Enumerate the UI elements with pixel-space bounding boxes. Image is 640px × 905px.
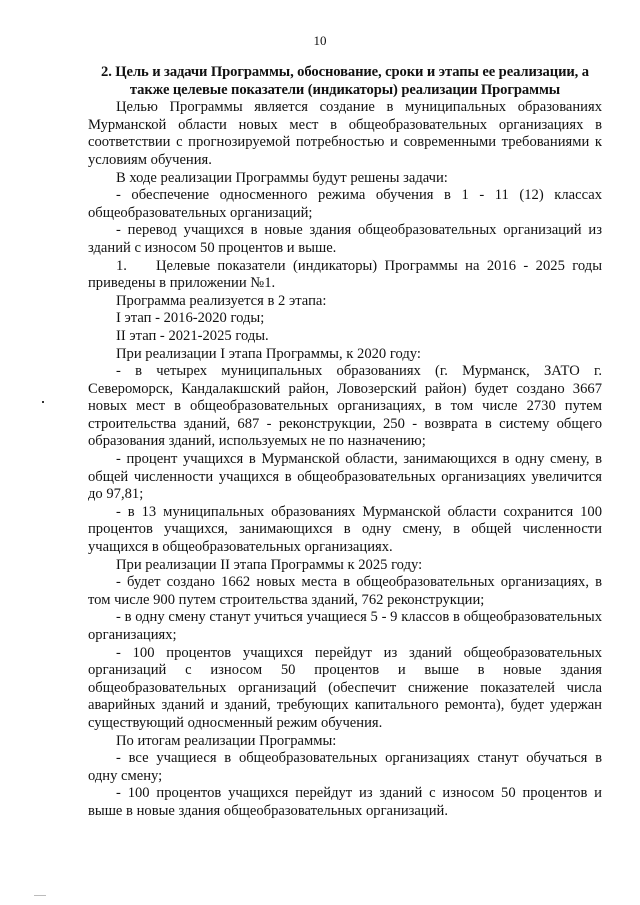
tasks-intro: В ходе реализации Программы будут решены задачи: [116, 169, 448, 186]
stage2-item: - 100 процентов учащихся перейдут из зданий общеобразовательных организаций с износом 50 процентов и выше в новые здания общеобразовательных организаций (обеспечит снижение показателей числа аварийных зданий и зданий, требующих капитального ремонта), будет удержан существующий односменный режим обучения. [88, 644, 602, 731]
list-number: 1. [116, 257, 127, 274]
results-intro: По итогам реализации Программы: [116, 732, 337, 749]
stage1-item: - в четырех муниципальных образованиях (г. Мурманск, ЗАТО г. Североморск, Кандалакшский район, Ловозерский район) будет создано 3667 новых мест в общеобразовательных организациях, в том числе 2730 путем строительства зданий, 687 - реконструкции, 250 - возврата в систему общего образования зданий, используемых не по назначению; [88, 363, 602, 450]
result-item: - 100 процентов учащихся перейдут из зданий с износом 50 процентов и выше в новые здания общеобразовательных организаций. [88, 785, 602, 819]
stage1-intro: При реализации I этапа Программы, к 2020 году: [116, 345, 421, 362]
section-heading: 2. Цель и задачи Программы, обоснование, сроки и этапы ее реализации, а также целевые показатели (индикаторы) реализации Программы [101, 64, 589, 98]
goal-paragraph: Целью Программы является создание в муниципальных образованиях Мурманской области новых мест в общеобразовательных организациях в соответствии с прогнозируемой потребностью и современными требованиями к условиям обучения. [88, 99, 602, 168]
stage2-intro: При реализации II этапа Программы к 2025 году: [116, 556, 423, 573]
indicators-text: Целевые показатели (индикаторы) Программы на 2016 - 2025 годы приведены в приложении №1. [88, 257, 602, 292]
stage1-item: - в 13 муниципальных образованиях Мурманской области сохранится 100 процентов учащихся, занимающихся в одну смену, в общей численности учащихся в общеобразовательных организациях. [88, 503, 602, 556]
document-body [88, 64, 602, 821]
stages-intro: Программа реализуется в 2 этапа: [116, 292, 327, 309]
stage-line: II этап - 2021-2025 годы. [116, 327, 269, 344]
indicators-paragraph [88, 258, 602, 293]
stage-line: I этап - 2016-2020 годы; [116, 310, 265, 327]
scan-edge-mark [34, 895, 46, 896]
scan-speck [42, 401, 44, 403]
stage2-item: - в одну смену станут учиться учащиеся 5 - 9 классов в общеобразовательных организациях; [88, 609, 602, 643]
stage2-item: - будет создано 1662 новых места в общеобразовательных организациях, в том числе 900 путем строительства зданий, 762 реконструкции; [88, 574, 602, 608]
page-number: 10 [313, 33, 327, 48]
task-item: - перевод учащихся в новые здания общеобразовательных организаций из зданий с износом 50 процентов и выше. [88, 222, 602, 256]
task-item: - обеспечение односменного режима обучения в 1 - 11 (12) классах общеобразовательных организаций; [88, 187, 602, 221]
result-item: - все учащиеся в общеобразовательных организациях станут обучаться в одну смену; [88, 750, 602, 784]
stage1-item: - процент учащихся в Мурманской области, занимающихся в одну смену, в общей численности учащихся в общеобразовательных организациях увеличится до 97,81; [88, 451, 602, 503]
